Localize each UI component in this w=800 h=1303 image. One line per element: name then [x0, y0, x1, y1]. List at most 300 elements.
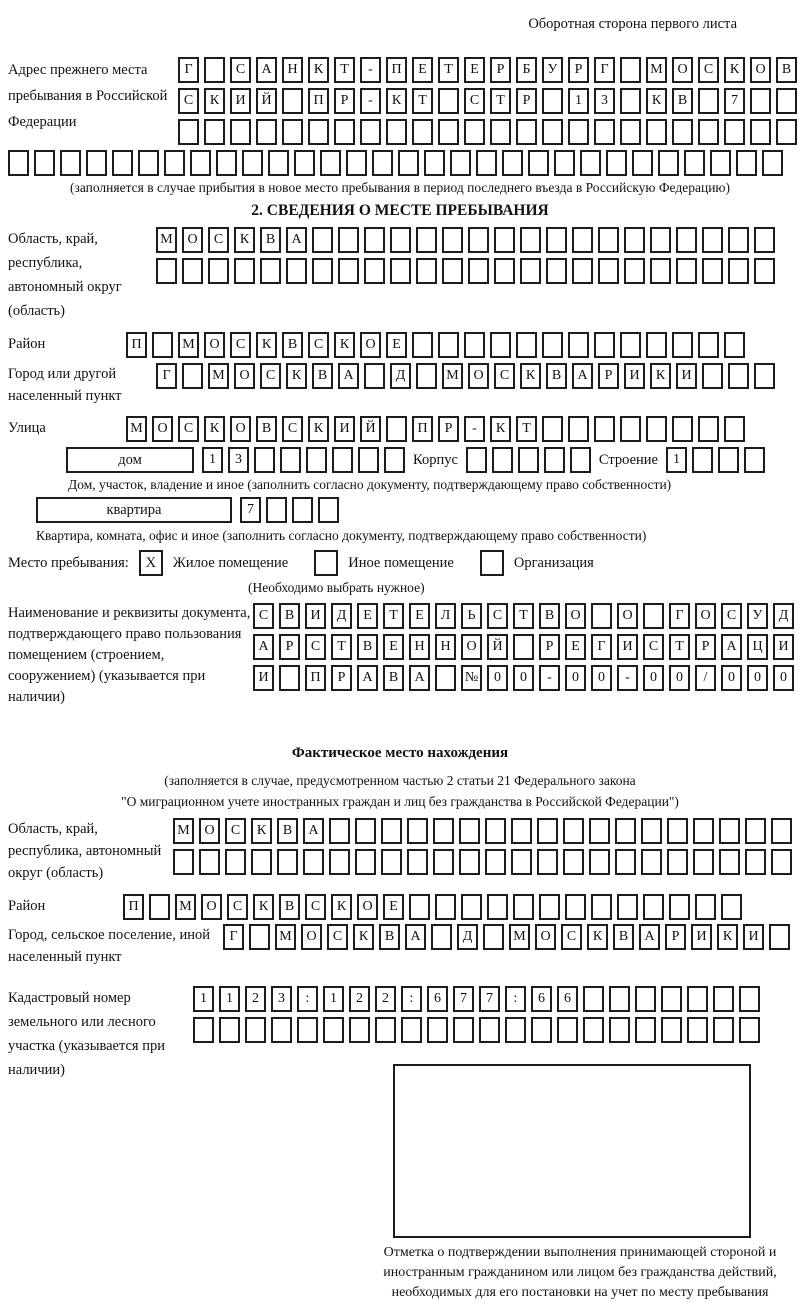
- char-cell: [754, 227, 775, 253]
- char-cell: М: [156, 227, 177, 253]
- char-cell: [754, 258, 775, 284]
- char-cell: [518, 447, 539, 473]
- char-cell: Г: [669, 603, 690, 629]
- char-cell: С: [208, 227, 229, 253]
- char-cell: Р: [490, 57, 511, 83]
- char-cell: -: [617, 665, 638, 691]
- char-cell: [606, 150, 627, 176]
- char-cell: И: [676, 363, 697, 389]
- char-cell: [528, 150, 549, 176]
- char-cell: И: [230, 88, 251, 114]
- char-cell: [754, 363, 775, 389]
- char-cell: [459, 818, 480, 844]
- char-cell: И: [743, 924, 764, 950]
- char-cell: [424, 150, 445, 176]
- char-cell: Г: [156, 363, 177, 389]
- char-cell: С: [308, 332, 329, 358]
- district-row: [126, 332, 745, 358]
- char-cell: [728, 258, 749, 284]
- char-cell: К: [234, 227, 255, 253]
- char-cell: [650, 227, 671, 253]
- section2-title: 2. СВЕДЕНИЯ О МЕСТЕ ПРЕБЫВАНИЯ: [251, 202, 549, 219]
- street-label: Улица: [8, 420, 46, 436]
- char-cell: [199, 849, 220, 875]
- char-cell: 7: [479, 986, 500, 1012]
- char-cell: В: [357, 634, 378, 660]
- char-cell: 7: [240, 497, 261, 523]
- char-cell: [589, 849, 610, 875]
- char-cell: [698, 416, 719, 442]
- apartment-field: [36, 497, 792, 523]
- char-cell: С: [260, 363, 281, 389]
- char-cell: П: [308, 88, 329, 114]
- char-cell: Н: [409, 634, 430, 660]
- char-cell: [312, 258, 333, 284]
- char-cell: К: [286, 363, 307, 389]
- char-cell: Е: [383, 634, 404, 660]
- char-cell: М: [509, 924, 530, 950]
- char-cell: [427, 1017, 448, 1043]
- char-cell: [490, 332, 511, 358]
- char-cell: [112, 150, 133, 176]
- char-cell: [329, 818, 350, 844]
- fact-city-row: [223, 924, 790, 950]
- char-cell: Р: [438, 416, 459, 442]
- char-cell: [687, 1017, 708, 1043]
- char-cell: 0: [773, 665, 794, 691]
- char-cell: [646, 416, 667, 442]
- char-cell: Е: [412, 57, 433, 83]
- char-cell: [511, 849, 532, 875]
- char-cell: [416, 363, 437, 389]
- char-cell: [249, 924, 270, 950]
- char-cell: [193, 1017, 214, 1043]
- stay-type-option-residential: Жилое помещение: [172, 554, 289, 571]
- house-field: [66, 447, 792, 473]
- char-cell: О: [201, 894, 222, 920]
- char-cell: [661, 1017, 682, 1043]
- char-cell: [771, 849, 792, 875]
- char-cell: [739, 986, 760, 1012]
- char-cell: [407, 849, 428, 875]
- char-cell: Т: [669, 634, 690, 660]
- char-cell: -: [539, 665, 560, 691]
- char-cell: [173, 849, 194, 875]
- char-cell: 0: [591, 665, 612, 691]
- char-cell: Д: [390, 363, 411, 389]
- char-cell: Й: [256, 88, 277, 114]
- char-cell: С: [282, 416, 303, 442]
- char-cell: С: [178, 88, 199, 114]
- char-cell: [230, 119, 251, 145]
- fact-district-row: [123, 894, 742, 920]
- char-cell: К: [386, 88, 407, 114]
- char-cell: [750, 119, 771, 145]
- char-cell: [531, 1017, 552, 1043]
- char-cell: [286, 258, 307, 284]
- char-cell: [375, 1017, 396, 1043]
- char-cell: К: [353, 924, 374, 950]
- char-cell: 6: [557, 986, 578, 1012]
- char-cell: [398, 150, 419, 176]
- char-cell: С: [464, 88, 485, 114]
- char-cell: [485, 818, 506, 844]
- char-cell: [320, 150, 341, 176]
- document-row-2: [253, 634, 794, 660]
- char-cell: С: [698, 57, 719, 83]
- prev-address-rows: [178, 57, 797, 145]
- char-cell: [762, 150, 783, 176]
- char-cell: [384, 447, 405, 473]
- region-row-2: [156, 258, 775, 284]
- char-cell: [332, 447, 353, 473]
- char-cell: [513, 634, 534, 660]
- char-cell: [433, 849, 454, 875]
- char-cell: 1: [202, 447, 223, 473]
- char-cell: [271, 1017, 292, 1043]
- char-cell: [632, 150, 653, 176]
- char-cell: С: [178, 416, 199, 442]
- char-cell: Е: [464, 57, 485, 83]
- char-cell: К: [334, 332, 355, 358]
- char-cell: [620, 119, 641, 145]
- region-rows: [156, 227, 775, 284]
- char-cell: [464, 119, 485, 145]
- char-cell: [364, 258, 385, 284]
- char-cell: [468, 258, 489, 284]
- char-cell: [431, 924, 452, 950]
- char-cell: К: [308, 57, 329, 83]
- fact-location-title: Фактическое место нахождения: [291, 745, 509, 761]
- char-cell: Ц: [747, 634, 768, 660]
- char-cell: К: [251, 818, 272, 844]
- char-cell: [641, 849, 662, 875]
- char-cell: И: [305, 603, 326, 629]
- char-cell: О: [750, 57, 771, 83]
- char-cell: [282, 88, 303, 114]
- char-cell: [438, 88, 459, 114]
- char-cell: [620, 57, 641, 83]
- char-cell: И: [334, 416, 355, 442]
- char-cell: В: [383, 665, 404, 691]
- char-cell: [591, 603, 612, 629]
- char-cell: [279, 665, 300, 691]
- char-cell: [453, 1017, 474, 1043]
- char-cell: М: [275, 924, 296, 950]
- char-cell: Т: [490, 88, 511, 114]
- char-cell: [718, 447, 739, 473]
- char-cell: [516, 119, 537, 145]
- char-cell: В: [282, 332, 303, 358]
- char-cell: 3: [271, 986, 292, 1012]
- char-cell: В: [539, 603, 560, 629]
- char-cell: Т: [331, 634, 352, 660]
- char-cell: С: [721, 603, 742, 629]
- char-cell: [490, 119, 511, 145]
- confirmation-stamp-box: [393, 1064, 751, 1238]
- korpus-cells: [466, 447, 591, 473]
- char-cell: Е: [386, 332, 407, 358]
- char-cell: [710, 150, 731, 176]
- char-cell: [658, 150, 679, 176]
- stay-type-option-other: Иное помещение: [348, 554, 454, 571]
- char-cell: [776, 88, 797, 114]
- char-cell: [459, 849, 480, 875]
- prev-address-field: [8, 57, 792, 145]
- apartment-box-label: квартира: [36, 497, 232, 523]
- char-cell: Г: [591, 634, 612, 660]
- char-cell: [728, 227, 749, 253]
- char-cell: [563, 818, 584, 844]
- char-cell: [542, 332, 563, 358]
- char-cell: [468, 227, 489, 253]
- char-cell: [329, 849, 350, 875]
- char-cell: [358, 447, 379, 473]
- char-cell: А: [303, 818, 324, 844]
- stay-type-checkbox-other: [314, 550, 338, 576]
- char-cell: [724, 416, 745, 442]
- char-cell: [620, 88, 641, 114]
- char-cell: 1: [568, 88, 589, 114]
- char-cell: О: [565, 603, 586, 629]
- char-cell: Р: [665, 924, 686, 950]
- char-cell: [728, 363, 749, 389]
- char-cell: :: [505, 986, 526, 1012]
- char-cell: 0: [565, 665, 586, 691]
- char-cell: К: [256, 332, 277, 358]
- char-cell: [60, 150, 81, 176]
- char-cell: 0: [669, 665, 690, 691]
- char-cell: В: [776, 57, 797, 83]
- char-cell: А: [286, 227, 307, 253]
- char-cell: К: [308, 416, 329, 442]
- char-cell: [539, 894, 560, 920]
- char-cell: [745, 849, 766, 875]
- prev-address-row-4: [8, 150, 792, 176]
- char-cell: [152, 332, 173, 358]
- char-cell: Р: [598, 363, 619, 389]
- char-cell: [719, 818, 740, 844]
- char-cell: [702, 227, 723, 253]
- cadastral-rows: [193, 986, 760, 1043]
- char-cell: А: [338, 363, 359, 389]
- char-cell: В: [312, 363, 333, 389]
- char-cell: С: [561, 924, 582, 950]
- char-cell: [713, 986, 734, 1012]
- char-cell: [466, 447, 487, 473]
- char-cell: [416, 227, 437, 253]
- char-cell: К: [204, 416, 225, 442]
- char-cell: В: [256, 416, 277, 442]
- char-cell: О: [535, 924, 556, 950]
- city-label: Город или другой населенный пункт: [8, 366, 122, 404]
- char-cell: Л: [435, 603, 456, 629]
- char-cell: [661, 986, 682, 1012]
- char-cell: [251, 849, 272, 875]
- char-cell: [563, 849, 584, 875]
- char-cell: [494, 258, 515, 284]
- char-cell: [591, 894, 612, 920]
- char-cell: [242, 150, 263, 176]
- apartment-note: Квартира, комната, офис и иное (заполнить согласно документу, подтверждающему право собственности): [36, 528, 647, 543]
- char-cell: [624, 258, 645, 284]
- char-cell: О: [695, 603, 716, 629]
- char-cell: К: [204, 88, 225, 114]
- fact-region-label: Область, край, республика, автономный округ (область): [8, 821, 162, 881]
- char-cell: [494, 227, 515, 253]
- char-cell: [724, 332, 745, 358]
- char-cell: [520, 227, 541, 253]
- char-cell: [544, 447, 565, 473]
- char-cell: С: [494, 363, 515, 389]
- char-cell: К: [520, 363, 541, 389]
- street-field: [8, 416, 792, 442]
- char-cell: К: [717, 924, 738, 950]
- street-row: [126, 416, 745, 442]
- char-cell: А: [409, 665, 430, 691]
- korpus-label: Корпус: [413, 451, 458, 468]
- char-cell: Н: [282, 57, 303, 83]
- char-cell: [721, 894, 742, 920]
- char-cell: В: [613, 924, 634, 950]
- char-cell: 6: [531, 986, 552, 1012]
- char-cell: [282, 119, 303, 145]
- char-cell: О: [617, 603, 638, 629]
- char-cell: С: [643, 634, 664, 660]
- char-cell: Р: [516, 88, 537, 114]
- char-cell: [476, 150, 497, 176]
- char-cell: [615, 849, 636, 875]
- char-cell: [698, 332, 719, 358]
- char-cell: [338, 227, 359, 253]
- char-cell: [492, 447, 513, 473]
- char-cell: К: [724, 57, 745, 83]
- char-cell: [149, 894, 170, 920]
- char-cell: [635, 986, 656, 1012]
- char-cell: [739, 1017, 760, 1043]
- char-cell: [598, 227, 619, 253]
- char-cell: [483, 924, 504, 950]
- district-field: [8, 332, 792, 358]
- char-cell: [86, 150, 107, 176]
- char-cell: 0: [747, 665, 768, 691]
- stay-type-note: (Необходимо выбрать нужное): [248, 580, 425, 595]
- char-cell: [364, 363, 385, 389]
- cadastral-label: Кадастровый номер земельного или лесного участка (указывается при наличии): [8, 990, 165, 1078]
- char-cell: [502, 150, 523, 176]
- char-cell: [381, 849, 402, 875]
- char-cell: [355, 818, 376, 844]
- fact-region-rows: [173, 818, 792, 875]
- char-cell: 2: [375, 986, 396, 1012]
- char-cell: К: [587, 924, 608, 950]
- char-cell: К: [490, 416, 511, 442]
- char-cell: [416, 258, 437, 284]
- char-cell: [542, 119, 563, 145]
- char-cell: [676, 258, 697, 284]
- char-cell: 6: [427, 986, 448, 1012]
- char-cell: [771, 818, 792, 844]
- char-cell: [589, 818, 610, 844]
- char-cell: С: [305, 894, 326, 920]
- char-cell: Е: [357, 603, 378, 629]
- document-field: [8, 603, 792, 731]
- char-cell: Т: [383, 603, 404, 629]
- char-cell: [646, 332, 667, 358]
- char-cell: И: [253, 665, 274, 691]
- char-cell: /: [695, 665, 716, 691]
- char-cell: Й: [487, 634, 508, 660]
- char-cell: [744, 447, 765, 473]
- char-cell: [308, 119, 329, 145]
- char-cell: [572, 227, 593, 253]
- stay-type-checkbox-organization: [480, 550, 504, 576]
- char-cell: М: [178, 332, 199, 358]
- char-cell: [464, 332, 485, 358]
- char-cell: [412, 332, 433, 358]
- region-label: Область, край, республика, автономный округ (область): [8, 231, 122, 319]
- char-cell: С: [227, 894, 248, 920]
- char-cell: П: [123, 894, 144, 920]
- char-cell: [724, 119, 745, 145]
- char-cell: [687, 986, 708, 1012]
- char-cell: А: [256, 57, 277, 83]
- char-cell: [260, 258, 281, 284]
- char-cell: М: [442, 363, 463, 389]
- char-cell: У: [542, 57, 563, 83]
- char-cell: Р: [331, 665, 352, 691]
- char-cell: [338, 258, 359, 284]
- char-cell: [479, 1017, 500, 1043]
- fact-region-row-1: [173, 818, 792, 844]
- char-cell: [164, 150, 185, 176]
- char-cell: [745, 818, 766, 844]
- char-cell: :: [297, 986, 318, 1012]
- char-cell: [672, 416, 693, 442]
- char-cell: И: [773, 634, 794, 660]
- char-cell: [219, 1017, 240, 1043]
- char-cell: С: [327, 924, 348, 950]
- char-cell: Д: [331, 603, 352, 629]
- stroenie-cells: [666, 447, 765, 473]
- char-cell: [736, 150, 757, 176]
- fact-city-label: Город, сельское поселение, иной населенный пункт: [8, 927, 211, 965]
- char-cell: Р: [695, 634, 716, 660]
- char-cell: А: [405, 924, 426, 950]
- char-cell: [672, 332, 693, 358]
- char-cell: [713, 1017, 734, 1043]
- char-cell: [609, 1017, 630, 1043]
- char-cell: [537, 818, 558, 844]
- stay-type-label: Место пребывания:: [8, 555, 129, 571]
- char-cell: [407, 818, 428, 844]
- char-cell: С: [253, 603, 274, 629]
- char-cell: [646, 119, 667, 145]
- char-cell: К: [650, 363, 671, 389]
- prev-address-row-1: [178, 57, 797, 83]
- char-cell: [245, 1017, 266, 1043]
- fact-location-note-line2: "О миграционном учете иностранных граждан и лиц без гражданства в Российской Федерации"): [121, 794, 679, 809]
- char-cell: [292, 497, 313, 523]
- char-cell: [208, 258, 229, 284]
- cadastral-field: [8, 986, 792, 1078]
- char-cell: 0: [513, 665, 534, 691]
- char-cell: [438, 332, 459, 358]
- char-cell: А: [721, 634, 742, 660]
- char-cell: 1: [666, 447, 687, 473]
- char-cell: Г: [178, 57, 199, 83]
- char-cell: [692, 447, 713, 473]
